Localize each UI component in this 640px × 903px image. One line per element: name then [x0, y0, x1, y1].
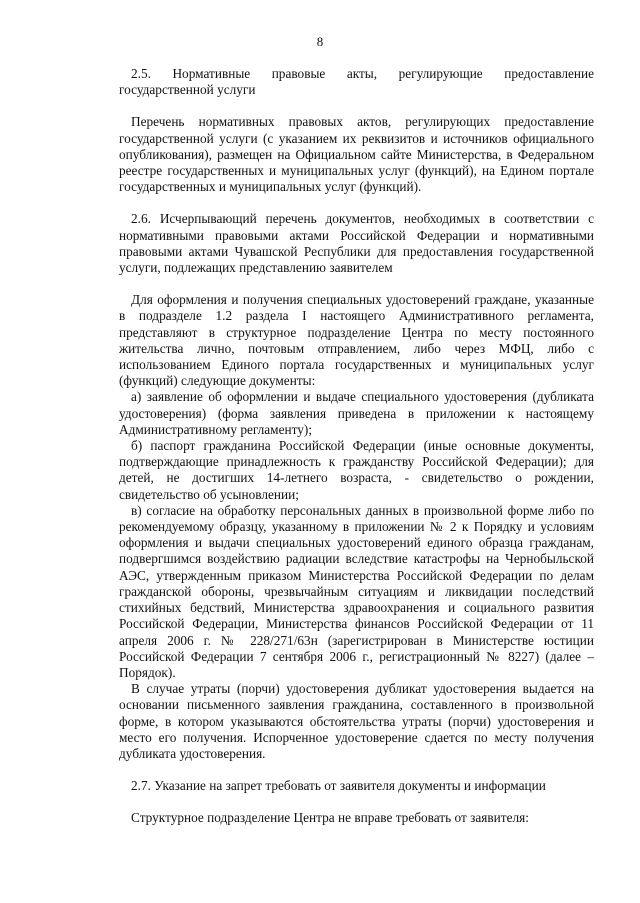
section-2-5-heading: 2.5. Нормативные правовые акты, регулирующие предоставление государственной услуги [119, 66, 594, 98]
section-2-6-item-b: б) паспорт гражданина Российской Федерации (иные основные документы, подтверждающие принадлежность к гражданству Российской Федерации); для детей, не достигших 14-летнего возраста, - свидетельство о рождении, свидетельство об усыновлении; [119, 438, 594, 502]
section-2-6-duplicate-paragraph: В случае утраты (порчи) удостоверения дубликат удостоверения выдается на основании письменного заявления гражданина, составленного в произвольной форме, в котором указываются обстоятельства утраты (порчи) удостоверения и место его получения. Испорченное удостоверение сдается по месту получения дубликата удостоверения. [119, 681, 594, 761]
section-2-7-paragraph: Структурное подразделение Центра не вправе требовать от заявителя: [131, 810, 529, 826]
section-2-7-heading: 2.7. Указание на запрет требовать от заявителя документы и информации [131, 778, 546, 794]
section-2-6-intro-paragraph: Для оформления и получения специальных удостоверений граждане, указанные в подразделе 1.2 раздела I настоящего Административного регламента, представляют в структурное подразделение Центра по месту постоянного жительства лично, почтовым отправлением, либо через МФЦ, либо с использованием Единого портала государственных и муниципальных услуг (функций) следующие документы: [119, 292, 594, 389]
section-2-6-item-v: в) согласие на обработку персональных данных в произвольной форме либо по рекомендуемому образцу, указанному в приложении № 2 к Порядку и условиям оформления и выдачи специальных удостоверений единого образца гражданам, подвергшимся воздействию радиации вследствие катастрофы на Чернобыльской АЭС, утвержденным приказом Министерства Российской Федерации по делам гражданской обороны, чрезвычайным ситуациям и ликвидации последствий стихийных бедствий, Министерства здравоохранения и социального развития Российской Федерации, Министерства финансов Российской Федерации от 11 апреля 2006 г. № 228/271/63н (зарегистрирован в Министерстве юстиции Российской Федерации 7 сентября 2006 г., регистрационный № 8227) (далее – Порядок). [119, 502, 594, 680]
document-content [119, 66, 594, 827]
section-2-6-item-a: а) заявление об оформлении и выдаче специального удостоверения (дубликата удостоверения) (форма заявления приведена в приложении к настоящему Административному регламенту); [119, 389, 594, 437]
section-2-5-paragraph: Перечень нормативных правовых актов, регулирующих предоставление государственной услуги (с указанием их реквизитов и источников официального опубликования), размещен на Официальном сайте Министерства, в Федеральном реестре государственных и муниципальных услуг (функций), на Едином портале государственных и муниципальных услуг (функций). [119, 114, 594, 195]
section-2-6-heading: 2.6. Исчерпывающий перечень документов, необходимых в соответствии с нормативными правовыми актами Российской Федерации и нормативными правовыми актами Чувашской Республики для предоставления государственной услуги, подлежащих представлению заявителем [119, 211, 594, 276]
page-number: 8 [316, 34, 324, 49]
